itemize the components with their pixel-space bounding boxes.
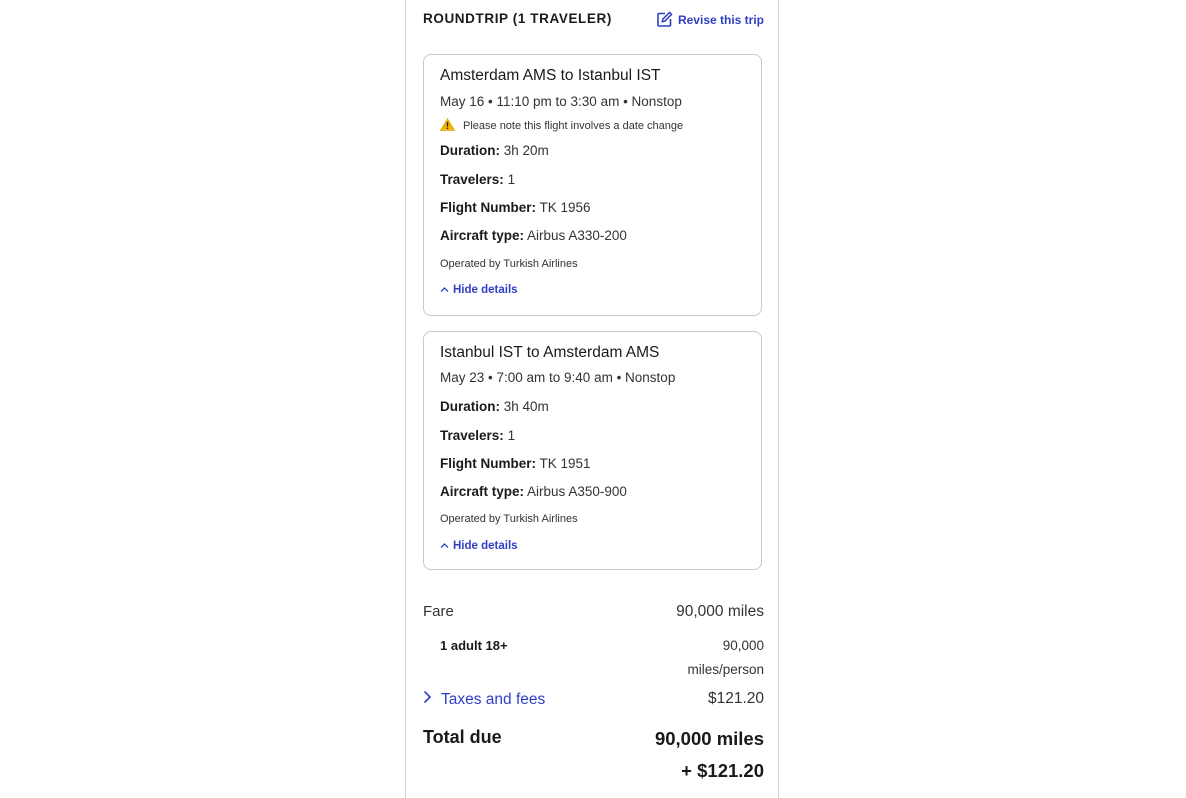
outbound-flight-card bbox=[423, 54, 762, 316]
taxes-row bbox=[423, 690, 764, 714]
trip-type-title: ROUNDTRIP (1 TRAVELER) bbox=[423, 11, 612, 26]
revise-trip-link[interactable] bbox=[656, 11, 764, 28]
return-flight-card bbox=[423, 331, 762, 570]
trip-header bbox=[423, 11, 764, 31]
edit-icon bbox=[656, 11, 673, 28]
adult-value bbox=[687, 634, 764, 682]
taxes-and-fees-toggle[interactable] bbox=[423, 690, 545, 709]
revise-trip-label: Revise this trip bbox=[677, 12, 764, 27]
total-row bbox=[423, 723, 764, 789]
flight-time: May 16 • 11:10 pm to 3:30 am • Nonstop bbox=[440, 94, 682, 109]
total-due-label: Total due bbox=[423, 727, 502, 747]
warning-icon bbox=[440, 118, 455, 134]
aircraft-type: Aircraft type: Airbus A350-900 bbox=[440, 484, 627, 499]
flight-duration: Duration: 3h 20m bbox=[440, 143, 549, 158]
taxes-label: Taxes and fees bbox=[441, 690, 546, 708]
operated-by: Operated by Turkish Airlines bbox=[440, 513, 578, 525]
flight-number: Flight Number: TK 1956 bbox=[440, 200, 591, 215]
total-due-value bbox=[655, 723, 764, 787]
hide-details-button[interactable] bbox=[440, 284, 518, 296]
total-cash: + $121.20 bbox=[681, 760, 764, 781]
fare-label: Fare bbox=[423, 603, 454, 620]
flight-travelers: Travelers: 1 bbox=[440, 172, 516, 187]
chevron-right-icon bbox=[423, 690, 432, 709]
total-miles: 90,000 miles bbox=[654, 728, 764, 749]
flight-duration: Duration: 3h 40m bbox=[440, 399, 549, 414]
trip-summary-panel bbox=[405, 0, 779, 798]
fare-value: 90,000 miles bbox=[676, 603, 764, 620]
taxes-value: $121.20 bbox=[707, 690, 764, 707]
adult-label: 1 adult 18+ bbox=[440, 638, 508, 653]
date-change-warning bbox=[440, 118, 683, 134]
flight-time: May 23 • 7:00 am to 9:40 am • Nonstop bbox=[440, 370, 676, 385]
hide-details-label: Hide details bbox=[453, 540, 518, 552]
adult-miles: 90,000 bbox=[722, 638, 764, 653]
aircraft-type: Aircraft type: Airbus A330-200 bbox=[440, 228, 627, 243]
flight-route: Istanbul IST to Amsterdam AMS bbox=[440, 344, 660, 361]
warning-text: Please note this flight involves a date change bbox=[463, 120, 684, 132]
hide-details-label: Hide details bbox=[453, 284, 518, 296]
flight-route: Amsterdam AMS to Istanbul IST bbox=[440, 67, 661, 84]
operated-by: Operated by Turkish Airlines bbox=[440, 258, 578, 270]
flight-travelers: Travelers: 1 bbox=[440, 428, 516, 443]
chevron-up-icon bbox=[440, 284, 449, 296]
adult-fare-row bbox=[423, 634, 764, 682]
adult-miles-unit: miles/person bbox=[687, 662, 764, 677]
fare-row bbox=[423, 603, 764, 627]
flight-number: Flight Number: TK 1951 bbox=[440, 456, 591, 471]
hide-details-button[interactable] bbox=[440, 540, 518, 552]
chevron-up-icon bbox=[440, 540, 449, 552]
